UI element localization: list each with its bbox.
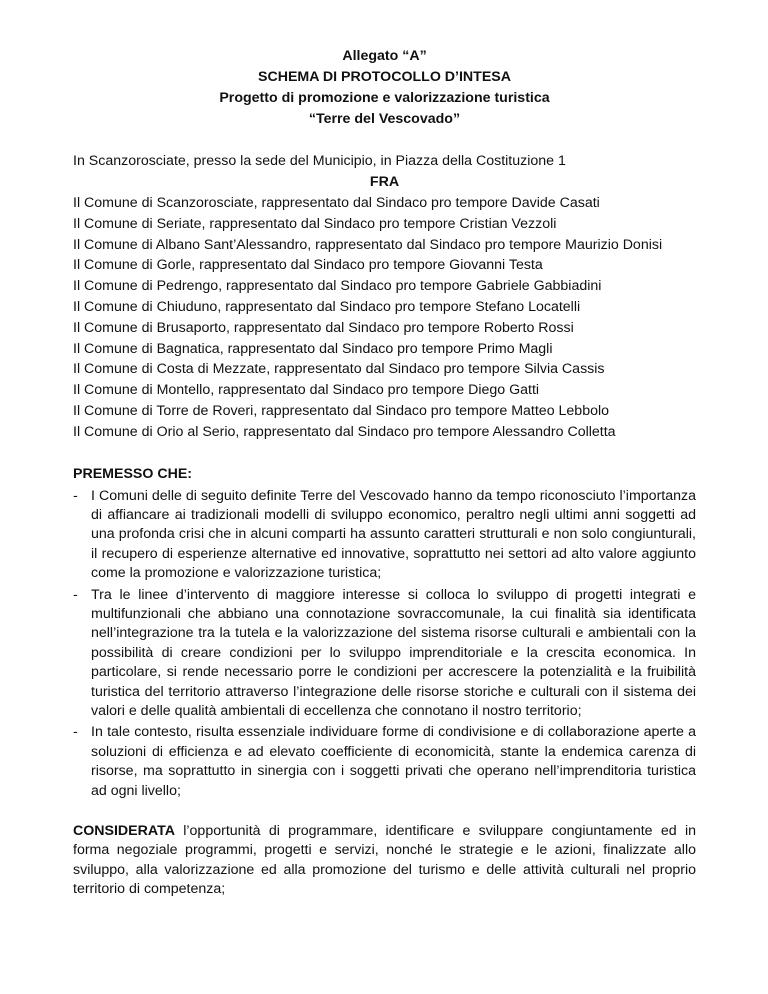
premesso-heading: PREMESSO CHE: xyxy=(73,465,193,482)
bullet-dash: - xyxy=(73,586,78,603)
party-item: Il Comune di Pedrengo, rappresentato dal Sindaco pro tempore Gabriele Gabbiadini xyxy=(73,278,602,295)
premesso-text: I Comuni delle di seguito definite Terre del Vescovado hanno da tempo riconosciuto l’importanza di affiancare ai tradizionali modelli di sviluppo economico, peraltro negli ultimi anni soggetti ad una profonda crisi che in alcuni comparti ha assunto caratteri strutturali e non solo congiunturali, il recupero di esperienze alternative ed innovative, soprattutto nei settori ad alto valore aggiunto come la promozione e valorizzazione turistica; xyxy=(91,487,696,582)
party-item: Il Comune di Scanzorosciate, rappresentato dal Sindaco pro tempore Davide Casati xyxy=(73,195,600,211)
party-item: Il Comune di Torre de Roveri, rappresentato dal Sindaco pro tempore Matteo Lebbolo xyxy=(73,402,610,419)
bullet-dash: - xyxy=(73,487,78,504)
party-item: Il Comune di Albano Sant’Alessandro, rappresentato dal Sindaco pro tempore Maurizio Donisi xyxy=(73,236,663,253)
party-item: Il Comune di Costa di Mezzate, rappresentato dal Sindaco pro tempore Silvia Cassis xyxy=(73,361,605,378)
document-title: SCHEMA DI PROTOCOLLO D’INTESA xyxy=(257,69,512,85)
bullet-dash: - xyxy=(73,724,78,741)
premesso-item xyxy=(73,723,696,801)
party-item: Il Comune di Chiuduno, rappresentato dal Sindaco pro tempore Stefano Locatelli xyxy=(73,298,581,315)
party-item: Il Comune di Orio al Serio, rappresentato dal Sindaco pro tempore Alessandro Colletta xyxy=(73,423,616,440)
premesso-list xyxy=(73,487,696,802)
document-header xyxy=(73,46,696,130)
premesso-text: Tra le linee d’intervento di maggiore interesse si colloca lo sviluppo di progetti integrati e multifunzionali che abbiano una connotazione sovraccomunale, la cui finalità sia identificata nell’integrazione tra la tutela e la valorizzazione del sistema risorse culturali e ambientali con la possibilità di creare condizioni per lo sviluppo imprenditoriale e la crescita economica. In particolare, si rende necessario porre le condizioni per accrescere la potenzialità e la fruibilità turistica del territorio attraverso l’integrazione delle risorse storiche e culturali con il sistema dei valori e delle qualità ambientali di eccellenza che connotano il nostro territorio; xyxy=(91,586,696,720)
premesso-text: In tale contesto, risulta essenziale individuare forme di condivisione e di collaborazione aperte a soluzioni di efficienza e ad elevato coefficiente di economicità, stante la endemica carenza di risorse, ma soprattutto in sinergia con i soggetti privati che operano nell’imprenditoria turistica ad ogni livello; xyxy=(91,724,696,799)
considerata-paragraph xyxy=(73,822,696,900)
party-item: Il Comune di Brusaporto, rappresentato dal Sindaco pro tempore Roberto Rossi xyxy=(73,319,574,336)
considerata-text: l’opportunità di programmare, identificare e sviluppare congiuntamente ed in forma negoziale programmi, progetti e servizi, nonché le strategie e le azioni, finalizzate allo sviluppo, alla valorizzazione ed alla promozione del turismo e delle attività culturali nel proprio territorio di competenza; xyxy=(73,823,696,898)
fra-heading: FRA xyxy=(369,174,400,190)
project-subtitle: Progetto di promozione e valorizzazione turistica xyxy=(219,90,550,106)
considerata-keyword: CONSIDERATA xyxy=(73,823,175,840)
parties-list xyxy=(73,193,696,443)
party-item: Il Comune di Montello, rappresentato dal Sindaco pro tempore Diego Gatti xyxy=(73,382,540,399)
party-item: Il Comune di Seriate, rappresentato dal Sindaco pro tempore Cristian Vezzoli xyxy=(73,215,557,232)
party-item: Il Comune di Gorle, rappresentato dal Sindaco pro tempore Giovanni Testa xyxy=(73,257,543,274)
annex-label: Allegato “A” xyxy=(342,48,427,64)
place-statement: In Scanzorosciate, presso la sede del Municipio, in Piazza della Costituzione 1 xyxy=(73,153,566,169)
project-name: “Terre del Vescovado” xyxy=(308,111,461,127)
premesso-item xyxy=(73,586,696,722)
premesso-item xyxy=(73,487,696,584)
party-item: Il Comune di Bagnatica, rappresentato dal Sindaco pro tempore Primo Magli xyxy=(73,340,553,357)
